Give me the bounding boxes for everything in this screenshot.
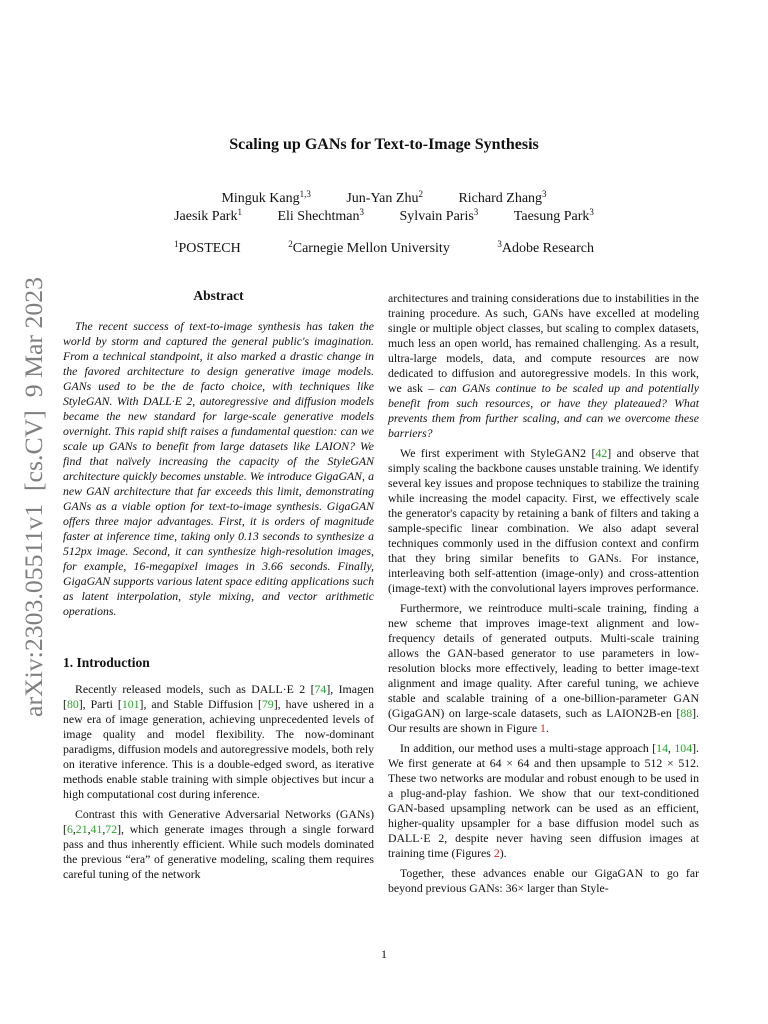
intro-paragraph-6: In addition, our method uses a multi-stage approach [14, 104]. We first generate at 64 × 64 and then upsample to 512 × 512. These two networks are modular and robust enough to be used in a plug-and-play fashion. We show that our text-conditioned GAN-based upsampling network can be used as an efficient, higher-quality upsampler for a base diffusion model such as DALL·E 2, despite never having seen diffusion images at training time (Figures 2).: [388, 741, 699, 860]
affiliation: $^2$Carnegie Mellon University: [288, 239, 450, 256]
citation-link[interactable]: 104: [674, 741, 693, 755]
research-question: can GANs continue to be scaled up and potentially benefit from such resources, or have they plateaued? What prevents them from further scaling, and can we overcome these barriers?: [388, 381, 699, 440]
arxiv-identifier-stamp: [6, 275, 52, 720]
intro-paragraph-4: We first experiment with StyleGAN2 [42] and observe that simply scaling the backbone causes unstable training. We identify several key issues and propose techniques to stabilize the training while increasing the model capacity. First, we effectively scale the generator's capacity by retaining a bank of filters and taking a sample-specific linear combination. We also adapt several techniques commonly used in the diffusion context and confirm that they bring similar benefits to GANs. For instance, interleaving both self-attention (image-only) and cross-attention (image-text) with the convolutional layers improves performance.: [388, 446, 699, 595]
author-row-2: [0, 203, 768, 226]
citation-link[interactable]: 41: [90, 822, 103, 836]
right-column: [388, 291, 699, 901]
citation-link[interactable]: 42: [595, 446, 608, 460]
affiliation: $^1$POSTECH: [174, 239, 241, 256]
author-name: Jaesik Park$^1$: [174, 207, 242, 224]
author-name: Taesung Park$^3$: [513, 207, 594, 224]
figure-reference-link[interactable]: 1: [540, 721, 546, 735]
intro-paragraph-1: Recently released models, such as DALL·E 2 [74], Imagen [80], Parti [101], and Stable Diffusion [79], have ushered in a new era of image generation, achieving unprecedented levels of image quality and model flexibility. The now-dominant paradigms, diffusion models and autoregressive models, both rely on iterative inference. This is a double-edged sword, as iterative methods enable stable training with simple objectives but incur a high computational cost during inference.: [63, 682, 374, 801]
affiliation: $^3$Adobe Research: [497, 239, 594, 256]
figure-reference-link[interactable]: 2: [493, 846, 500, 860]
intro-paragraph-7: Together, these advances enable our GigaGAN to go far beyond previous GANs: 36× larger than Style-: [388, 866, 699, 895]
author-name: Minguk Kang$^{1,3}$: [221, 189, 311, 206]
citation-link[interactable]: 21: [75, 822, 88, 836]
author-name: Eli Shechtman$^3$: [277, 207, 365, 224]
intro-paragraph-5: Furthermore, we reintroduce multi-scale training, finding a new scheme that improves image-text alignment and low-frequency details of generated outputs. Multi-scale training allows the GAN-based generator to use parameters in low-resolution blocks more effectively, leading to better image-text alignment and image quality. After careful tuning, we achieve stable and scalable training of a one-billion-parameter GAN (GigaGAN) on large-scale datasets, such as LAION2B-en [88]. Our results are shown in Figure 1.: [388, 601, 699, 735]
author-name: Richard Zhang$^3$: [458, 189, 547, 206]
arxiv-stamp-svg: [6, 275, 52, 720]
intro-paragraph-2: Contrast this with Generative Adversarial Networks (GANs) [6,21,41,72], which generate images through a single forward pass and thus inherently efficient. While such models dominated the previous “era” of generative modeling, scaling them requires careful tuning of the network: [63, 807, 374, 881]
citation-link[interactable]: 14: [656, 741, 668, 755]
arxiv-id-text: arXiv:2303.05511v1 [cs.CV] 9 Mar 2023: [21, 290, 48, 717]
author-name: Sylvain Paris$^3$: [399, 207, 479, 224]
paper-title: Scaling up GANs for Text-to-Image Synthesis: [229, 136, 539, 153]
affiliation-row: [0, 235, 768, 258]
abstract-text: The recent success of text-to-image synthesis has taken the world by storm and captured the general public's imagination. From a technical standpoint, it also marked a drastic change in the favored architecture to design generative image models. GANs used to be the de facto choice, with techniques like StyleGAN. With DALL·E 2, autoregressive and diffusion models became the new standard for large-scale generative models overnight. This rapid shift raises a fundamental question: can we scale up GANs to benefit from large datasets like LAION? We find that naïvely increasing the capacity of the StyleGAN architecture quickly becomes unstable. We introduce GigaGAN, a new GAN architecture that far exceeds this limit, demonstrating GANs as a viable option for text-to-image synthesis. GigaGAN offers three major advantages. First, it is orders of magnitude faster at inference time, taking only 0.13 seconds to synthesize a 512px image. Second, it can synthesize high-resolution images, for example, 16-megapixel images in 3.66 seconds. Finally, GigaGAN supports various latent space editing applications such as latent interpolation, style mixing, and vector arithmetic operations.: [63, 319, 374, 618]
section-heading-introduction: 1. Introduction: [63, 655, 150, 670]
citation-link[interactable]: 72: [105, 822, 118, 836]
citation-link[interactable]: 80: [66, 697, 79, 711]
author-name: Jun-Yan Zhu$^2$: [346, 189, 423, 206]
intro-paragraph-3: architectures and training considerations due to instabilities in the training procedure. As such, GANs have excelled at modeling single or multiple object classes, but scaling to complex datasets, much less an open world, has remained challenging. As a result, ultra-large models, data, and compute resources are now dedicated to diffusion and autoregressive models. In this work, we ask – can GANs continue to be scaled up and potentially benefit from such resources, or have they plateaued? What prevents them from further scaling, and can we overcome these barriers?: [388, 291, 699, 440]
citation-link[interactable]: 88: [680, 706, 693, 720]
citation-link[interactable]: 79: [261, 697, 274, 711]
abstract-heading: Abstract: [193, 288, 244, 303]
citation-link[interactable]: 6: [66, 822, 73, 836]
citation-link[interactable]: 74: [314, 682, 327, 696]
left-column: [63, 288, 374, 887]
citation-link[interactable]: 101: [121, 697, 140, 711]
page-number: 1: [381, 947, 387, 961]
